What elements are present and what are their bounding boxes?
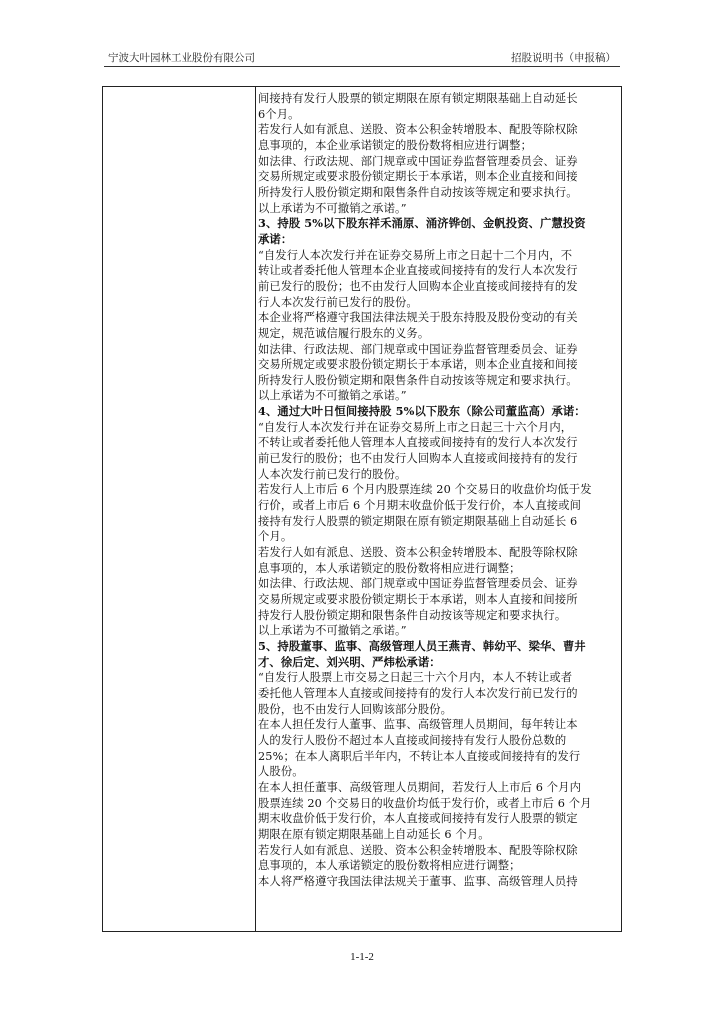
header-company-name: 宁波大叶园林工业股份有限公司 bbox=[108, 52, 255, 64]
commitment-table bbox=[102, 86, 622, 932]
text-line: 规定，规范诚信履行股东的义务。 bbox=[258, 326, 430, 340]
text-line: 人股份。 bbox=[258, 765, 304, 779]
text-line: 6个月。 bbox=[258, 107, 300, 121]
table-right-cell bbox=[256, 87, 621, 931]
section-heading-line: 5、持股董事、监事、高级管理人员王燕青、韩幼平、梁华、曹井 bbox=[258, 638, 586, 653]
text-line: 行人本次发行前已发行的股份。 bbox=[258, 295, 418, 309]
text-line: 本人将严格遵守我国法律法规关于董事、监事、高级管理人员持 bbox=[258, 874, 578, 888]
text-line: 在本人担任发行人董事、监事、高级管理人员期间，每年转让本 bbox=[258, 718, 578, 732]
text-line: 息事项的，本人承诺锁定的股份数将相应进行调整； bbox=[258, 561, 521, 575]
text-line: 间接持有发行人股票的锁定期限在原有锁定期限基础上自动延长 bbox=[258, 92, 578, 105]
table-left-cell bbox=[103, 87, 256, 931]
section-heading-line: 承诺： bbox=[258, 231, 293, 246]
text-line: 所持发行人股份锁定期和限售条件自动按该等规定和要求执行。 bbox=[258, 185, 578, 199]
text-line: 若发行人如有派息、送股、资本公积金转增股本、配股等除权除 bbox=[258, 843, 578, 857]
text-line: 若发行人如有派息、送股、资本公积金转增股本、配股等除权除 bbox=[258, 546, 578, 560]
text-line: “自发行人股票上市交易之日起三十六个月内，本人不转让或者 bbox=[258, 671, 573, 685]
text-line: 持发行人股份锁定期和限售条件自动按该等规定和要求执行。 bbox=[258, 608, 567, 622]
text-line: 期末收盘价低于发行价，本人直接或间接持有发行人股票的锁定 bbox=[258, 812, 578, 826]
text-line: 如法律、行政法规、部门规章或中国证券监督管理委员会、证券 bbox=[258, 154, 578, 168]
text-line: 股份，也不由发行人回购该部分股份。 bbox=[258, 702, 453, 716]
text-line: 如法律、行政法规、部门规章或中国证券监督管理委员会、证券 bbox=[258, 577, 578, 591]
text-line: 交易所规定或要求股份锁定期长于本承诺，则本人直接和间接所 bbox=[258, 593, 578, 606]
text-line: 以上承诺为不可撤销之承诺。” bbox=[258, 389, 407, 403]
text-line: 股票连续 20 个交易日的收盘价均低于发行价，或者上市后 6 个月 bbox=[258, 796, 592, 810]
text-line: 在本人担任董事、高级管理人员期间，若发行人上市后 6 个月内 bbox=[258, 780, 581, 794]
text-line: 接持有发行人股票的锁定期限在原有锁定期限基础上自动延长 6 bbox=[258, 514, 578, 528]
text-line: 人本次发行前已发行的股份。 bbox=[258, 467, 407, 481]
text-line: “自发行人本次发行并在证券交易所上市之日起三十六个月内， bbox=[258, 420, 573, 434]
text-line: 所持发行人股份锁定期和限售条件自动按该等规定和要求执行。 bbox=[258, 373, 578, 387]
page-number: 1-1-2 bbox=[350, 951, 374, 963]
text-line: 交易所规定或要求股份锁定期长于本承诺，则本企业直接和间接 bbox=[258, 170, 578, 184]
text-line: 息事项的，本企业承诺锁定的股份数将相应进行调整； bbox=[258, 138, 533, 152]
text-line: 前已发行的股份；也不由发行人回购本企业直接或间接持有的发 bbox=[258, 279, 578, 293]
text-line: 息事项的，本人承诺锁定的股份数将相应进行调整； bbox=[258, 859, 521, 873]
text-line: 25%；在本人离职后半年内，不转让本人直接或间接持有的发行 bbox=[258, 749, 581, 763]
header-document-title: 招股说明书（申报稿） bbox=[511, 52, 616, 64]
text-line: 人的发行人股份不超过本人直接或间接持有发行人股份总数的 bbox=[258, 733, 567, 747]
text-line: 行价，或者上市后 6 个月期末收盘价低于发行价，本人直接或间 bbox=[258, 499, 581, 513]
section-heading-line: 才、徐后定、刘兴明、严炜松承诺： bbox=[258, 654, 441, 669]
text-line: 委托他人管理本人直接或间接持有的发行人本次发行前已发行的 bbox=[258, 686, 578, 700]
text-line: 以上承诺为不可撤销之承诺。” bbox=[258, 624, 407, 638]
text-line: 期限在原有锁定期限基础上自动延长 6 个月。 bbox=[258, 827, 490, 841]
text-line: 以上承诺为不可撤销之承诺。” bbox=[258, 201, 407, 215]
text-line: 前已发行的股份；也不由发行人回购本人直接或间接持有的发行 bbox=[258, 452, 578, 466]
text-line: 若发行人如有派息、送股、资本公积金转增股本、配股等除权除 bbox=[258, 123, 578, 137]
text-line: 转让或者委托他人管理本企业直接或间接持有的发行人本次发行 bbox=[258, 264, 578, 278]
text-line: 如法律、行政法规、部门规章或中国证券监督管理委员会、证券 bbox=[258, 342, 578, 356]
text-line: 不转让或者委托他人管理本人直接或间接持有的发行人本次发行 bbox=[258, 436, 578, 450]
text-line: 本企业将严格遵守我国法律法规关于股东持股及股份变动的有关 bbox=[258, 311, 578, 325]
section-heading-line: 4、通过大叶日恒间接持股 5%以下股东（除公司董监高）承诺： bbox=[258, 404, 586, 419]
text-line: 交易所规定或要求股份锁定期长于本承诺，则本企业直接和间接 bbox=[258, 358, 578, 372]
text-line: 个月。 bbox=[258, 530, 293, 544]
text-line: “自发行人本次发行并在证券交易所上市之日起十二个月内，不 bbox=[258, 248, 573, 262]
section-heading-line: 3、持股 5%以下股东祥禾涌原、涌济铧创、金帆投资、广慧投资 bbox=[258, 216, 586, 231]
header-rule bbox=[104, 66, 620, 67]
text-line: 若发行人上市后 6 个月内股票连续 20 个交易日的收盘价均低于发 bbox=[258, 483, 592, 497]
